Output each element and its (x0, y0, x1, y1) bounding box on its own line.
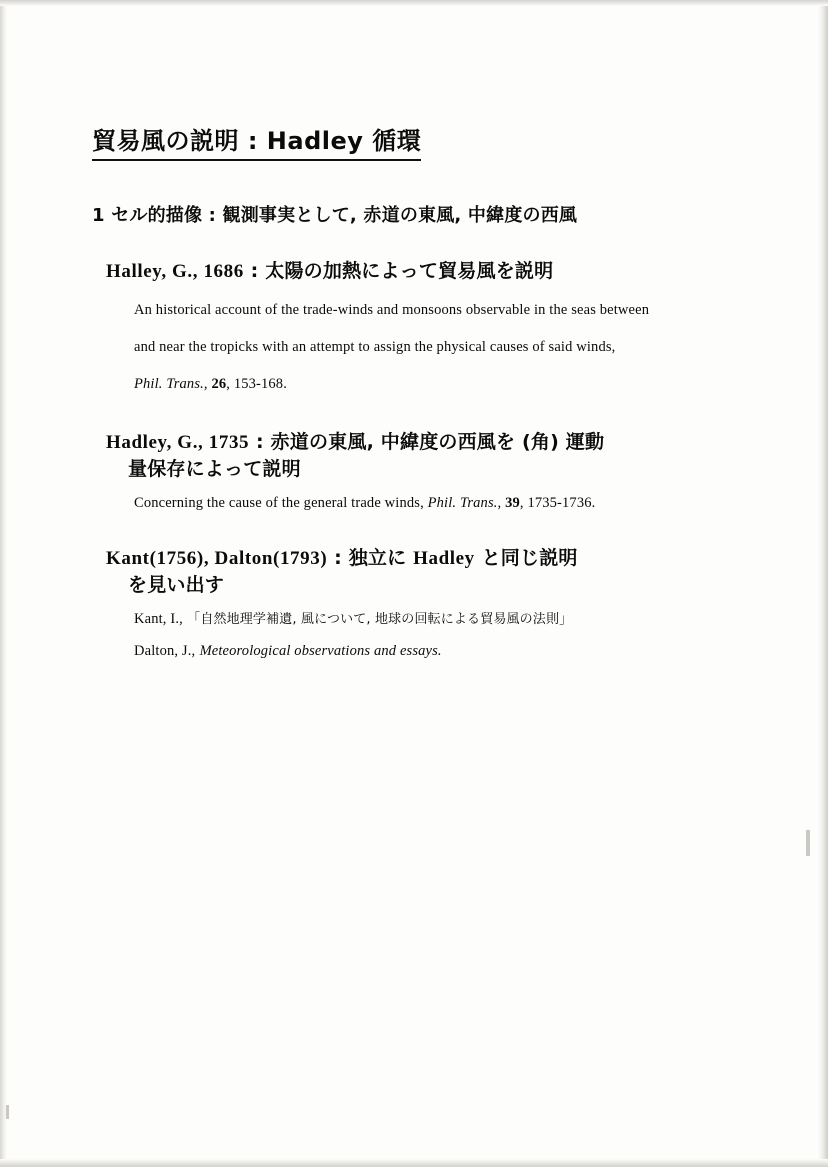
entry-heading-latin: Halley, G., 1686 (106, 261, 244, 283)
reference-prefix: Concerning the cause of the general trade winds, (134, 494, 428, 511)
entry-heading-continuation: 量保存によって説明 (128, 458, 301, 481)
citation-pages: , 1735-1736. (519, 494, 596, 511)
page-edge-top (0, 0, 828, 6)
page-edge-right (818, 0, 828, 1167)
entry-reference (134, 296, 749, 399)
reference-line-kant (134, 608, 749, 631)
reference-entry-kant-dalton (92, 545, 752, 663)
reference-entry-halley (92, 258, 752, 398)
entry-heading-latin: Kant(1756), Dalton(1793) (106, 547, 328, 569)
citation-volume: 39 (505, 494, 520, 511)
citation-journal: Phil. Trans. (427, 494, 498, 511)
page-edge-bottom (0, 1159, 828, 1167)
entry-heading (106, 545, 752, 600)
reference-title: Meteorological observations and essays. (199, 643, 442, 660)
slide-content (92, 126, 752, 672)
reference-entry-hadley (92, 429, 752, 515)
reference-line: and near the tropicks with an attempt to assign the physical causes of said winds, (134, 339, 616, 355)
reference-author: Dalton, J., (134, 643, 196, 660)
lead-statement: 1 セル的描像 : 観測事実として, 赤道の東風, 中緯度の西風 (92, 205, 578, 226)
reference-citation: Phil. Trans., 26, 153-168. (134, 376, 287, 393)
scan-speck (6, 1105, 9, 1119)
reference-citation: Concerning the cause of the general trade winds, Phil. Trans., 39, 1735-1736. (134, 494, 596, 511)
page-edge-left (0, 0, 7, 1167)
entry-heading-jp-secondary: と同じ説明 (474, 546, 578, 569)
reference-title: 「自然地理学補遺, 風について, 地球の回転による貿易風の法則」 (187, 611, 573, 627)
entry-heading (106, 429, 752, 484)
reference-line: An historical account of the trade-winds and monsoons observable in the seas between (134, 301, 650, 318)
reference-author: Kant, I., (134, 610, 183, 627)
entry-heading-jp: : 赤道の東風, 中緯度の西風を (角) 運動 (249, 430, 605, 453)
entry-heading-latin: Hadley, G., 1735 (106, 431, 250, 453)
citation-volume: 26 (211, 376, 227, 393)
reference-line-dalton (134, 640, 749, 663)
entry-heading (106, 258, 752, 286)
entry-reference (134, 608, 749, 663)
entry-heading-jp: : 独立に (327, 546, 414, 569)
entry-heading-continuation: を見い出す (128, 574, 225, 597)
page-title: 貿易風の説明 : Hadley 循環 (92, 126, 421, 161)
entry-heading-jp: : 太陽の加熱によって貿易風を説明 (243, 260, 554, 283)
scan-speck (806, 830, 810, 856)
entry-reference (134, 492, 749, 515)
citation-journal: Phil. Trans. (134, 376, 204, 393)
citation-pages: , 153-168. (226, 376, 287, 393)
entry-heading-latin-secondary: Hadley (413, 547, 475, 569)
